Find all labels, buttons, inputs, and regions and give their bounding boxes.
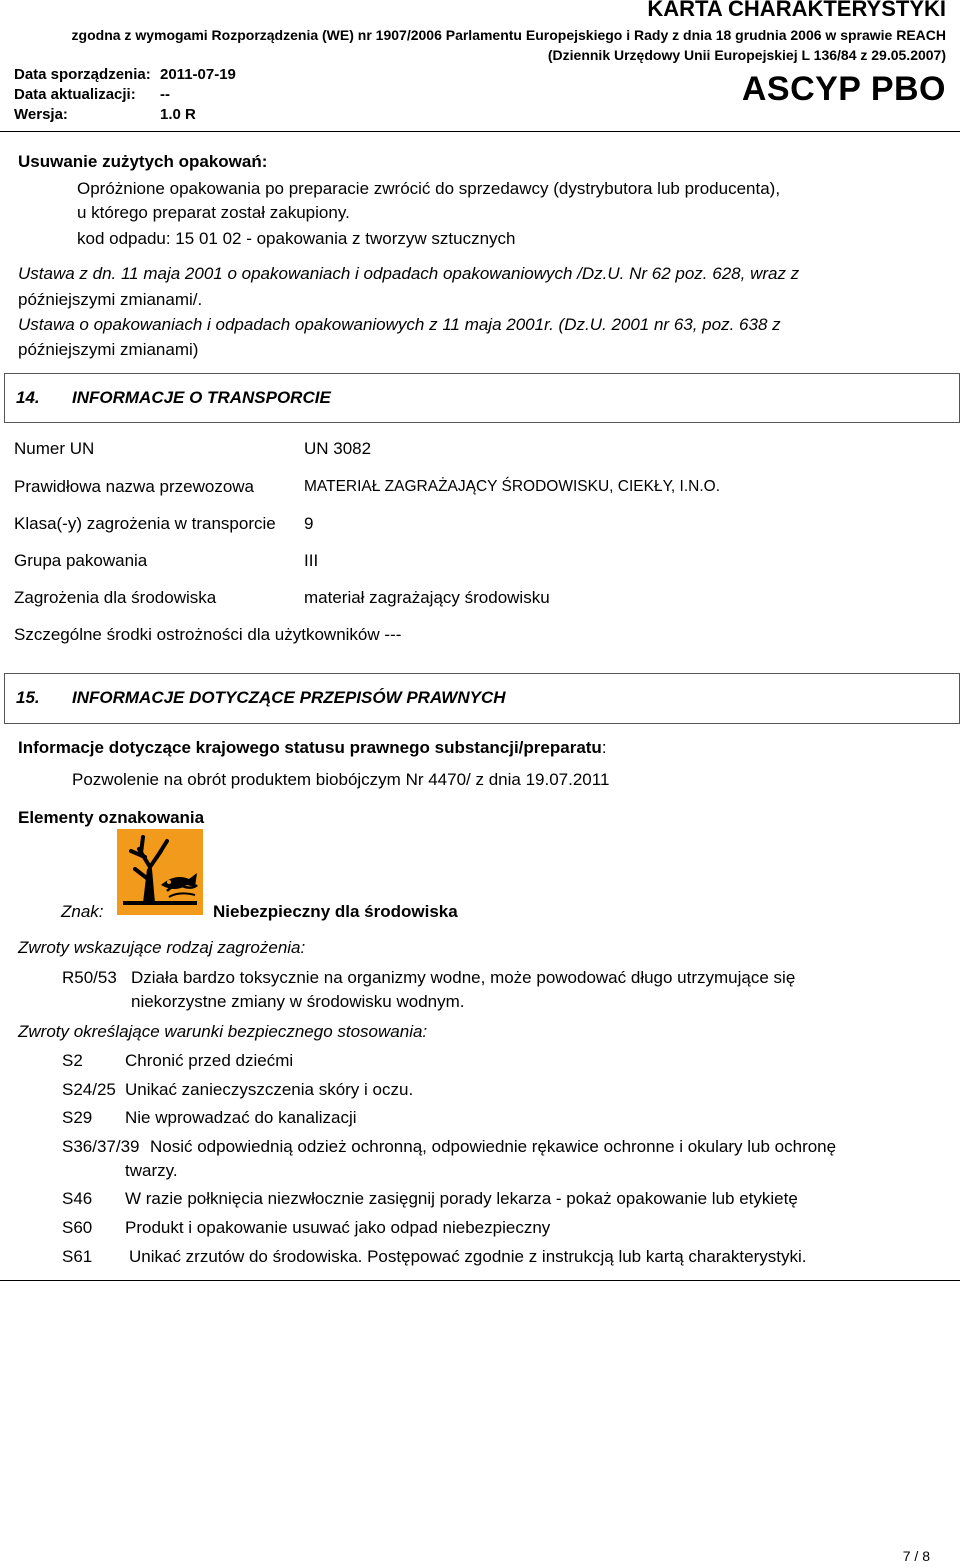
section-15-title: INFORMACJE DOTYCZĄCE PRZEPISÓW PRAWNYCH — [72, 688, 506, 707]
section-14-title: INFORMACJE O TRANSPORCIE — [72, 388, 331, 407]
disposal-line-1: Opróżnione opakowania po preparacie zwrócić do sprzedawcy (dystrybutora lub producenta), — [77, 179, 781, 198]
packing-group-value: III — [304, 551, 319, 570]
s-phrase-code: S36/37/39 — [62, 1137, 140, 1156]
s-phrase-text-continued: twarzy. — [125, 1161, 178, 1180]
created-value: 2011-07-19 — [160, 66, 236, 83]
s-phrase-text: Unikać zrzutów do środowiska. Postępować zgodnie z instrukcją lub kartą charakterystyki. — [129, 1247, 807, 1266]
un-number-value: UN 3082 — [304, 439, 372, 458]
regulation-line-2: (Dziennik Urzędowy Unii Europejskiej L 136/84 z 29.05.2007) — [547, 47, 946, 63]
page-number: 7 / 8 — [902, 1548, 930, 1564]
hazard-class-label: Klasa(-y) zagrożenia w transporcie — [14, 514, 276, 533]
packing-group-label: Grupa pakowania — [14, 551, 148, 570]
s-phrase-code: S60 — [62, 1218, 93, 1237]
national-status-label: Informacje dotyczące krajowego statusu prawnego substancji/preparatu — [18, 738, 602, 757]
sign-label: Znak: — [61, 902, 104, 921]
s-phrase-code: S61 — [62, 1247, 93, 1266]
section-15-bottom-rule — [0, 1280, 960, 1281]
r-phrase-text-2: niekorzystne zmiany w środowisku wodnym. — [131, 992, 465, 1011]
s-phrase-code: S29 — [62, 1108, 93, 1127]
s-phrases-heading: Zwroty określające warunki bezpiecznego stosowania: — [18, 1022, 428, 1041]
version-label: Wersja: — [14, 106, 68, 123]
law-2-line-2: późniejszymi zmianami) — [18, 340, 199, 359]
env-hazard-value: materiał zagrażający środowisku — [304, 588, 550, 607]
updated-label: Data aktualizacji: — [14, 86, 136, 103]
environment-hazard-icon — [117, 829, 203, 915]
law-1-line-2: późniejszymi zmianami/. — [18, 290, 203, 309]
regulation-line-1: zgodna z wymogami Rozporządzenia (WE) nr 1907/2006 Parlamentu Europejskiego i Rady z dnia 18 grudnia 2006 w sprawie REACH — [71, 27, 946, 43]
law-2-line-1: Ustawa o opakowaniach i odpadach opakowaniowych z 11 maja 2001r. (Dz.U. 2001 nr 63, poz. 638 z — [18, 315, 781, 334]
r-phrase-code: R50/53 — [62, 968, 117, 987]
s-phrase-code: S46 — [62, 1189, 93, 1208]
updated-value: -- — [160, 86, 170, 103]
header-divider — [0, 131, 960, 132]
national-status-colon: : — [601, 738, 607, 757]
hazard-class-value: 9 — [304, 514, 314, 533]
product-name: ASCYP PBO — [741, 70, 946, 108]
sign-value: Niebezpieczny dla środowiska — [213, 902, 458, 921]
national-status-heading — [18, 738, 607, 758]
s-phrase-text: Nosić odpowiednią odzież ochronną, odpowiednie rękawice ochronne i okulary lub ochronę — [150, 1137, 837, 1156]
un-number-label: Numer UN — [14, 439, 95, 458]
s-phrase-code: S2 — [62, 1051, 83, 1070]
waste-code: kod odpadu: 15 01 02 - opakowania z tworzyw sztucznych — [77, 229, 516, 248]
shipping-name-label: Prawidłowa nazwa przewozowa — [14, 477, 255, 496]
created-label: Data sporządzenia: — [14, 66, 151, 83]
biocide-permit: Pozwolenie na obrót produktem biobójczym Nr 4470/ z dnia 19.07.2011 — [72, 770, 610, 789]
section-14-number: 14. — [16, 388, 40, 407]
version-value: 1.0 R — [160, 106, 196, 123]
disposal-line-2: u którego preparat został zakupiony. — [77, 203, 350, 222]
s-phrase-text: Chronić przed dziećmi — [125, 1051, 294, 1070]
disposal-heading: Usuwanie zużytych opakowań: — [18, 152, 268, 171]
s-phrase-text: W razie połknięcia niezwłocznie zasięgnij porady lekarza - pokaż opakowanie lub etykietę — [125, 1189, 798, 1208]
s-phrase-text: Unikać zanieczyszczenia skóry i oczu. — [125, 1080, 414, 1099]
shipping-name-value: MATERIAŁ ZAGRAŻAJĄCY ŚRODOWISKU, CIEKŁY, I.N.O. — [304, 478, 721, 495]
section-15-number: 15. — [16, 688, 40, 707]
s-phrase-code: S24/25 — [62, 1080, 116, 1099]
law-1-line-1: Ustawa z dn. 11 maja 2001 o opakowaniach i odpadach opakowaniowych /Dz.U. Nr 62 poz. 628, wraz z — [18, 264, 800, 283]
env-hazard-label: Zagrożenia dla środowiska — [14, 588, 217, 607]
s-phrase-text: Nie wprowadzać do kanalizacji — [125, 1108, 357, 1127]
special-precautions: Szczególne środki ostrożności dla użytkowników --- — [14, 625, 402, 644]
r-phrases-heading: Zwroty wskazujące rodzaj zagrożenia: — [18, 938, 306, 957]
s-phrase-text: Produkt i opakowanie usuwać jako odpad niebezpieczny — [125, 1218, 551, 1237]
document-title: KARTA CHARAKTERYSTYKI — [647, 0, 946, 21]
r-phrase-text-1: Działa bardzo toksycznie na organizmy wodne, może powodować długo utrzymujące się — [131, 968, 796, 987]
labelling-heading: Elementy oznakowania — [18, 808, 205, 827]
